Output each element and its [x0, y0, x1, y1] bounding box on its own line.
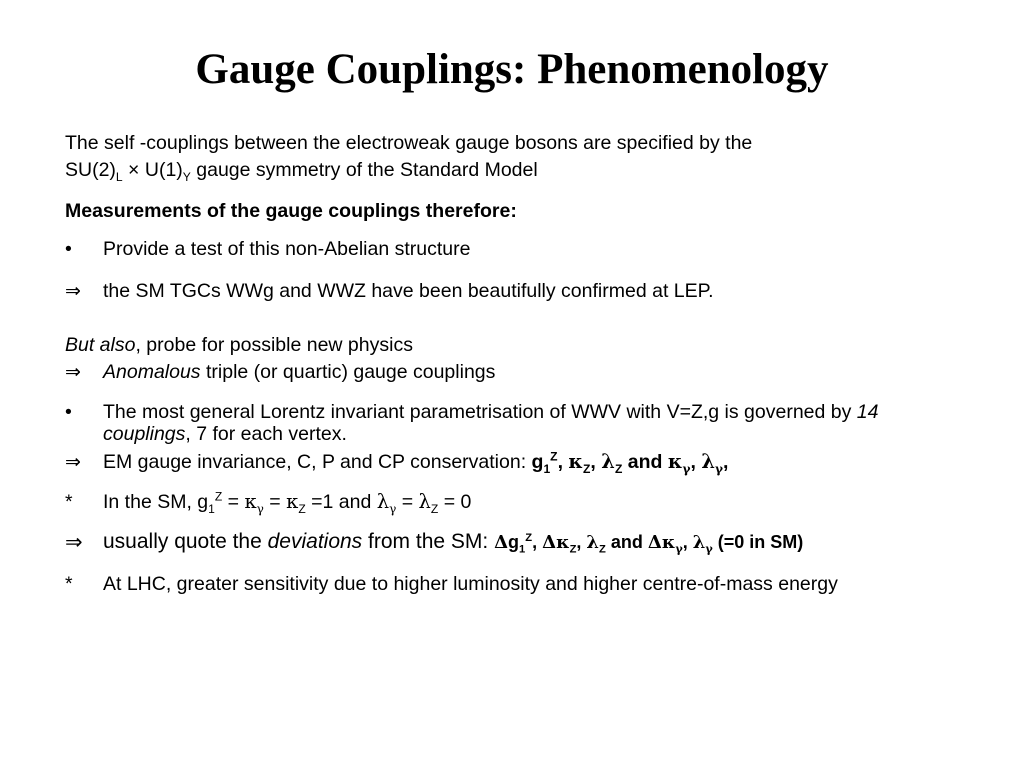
item-in-sm: In the SM, $g_1^Z = \kappa_\gamma = \kappa_Z =1$ and $\lambda_\gamma = \lambda_Z = 0$: [103, 489, 472, 516]
but-also-line: But also, probe for possible new physics: [65, 334, 413, 356]
measurements-heading: Measurements of the gauge couplings therefore:: [65, 200, 517, 222]
item-anomalous: Anomalous triple (or quartic) gauge couplings: [103, 361, 496, 383]
item-confirmed: the SM TGCs WWg and WWZ have been beautifully confirmed at LEP.: [103, 280, 714, 302]
item-lorentz-line-1: The most general Lorentz invariant parametrisation of WWV with V=Z,g is governed by 14: [103, 401, 879, 423]
implies-arrow-icon: ⇒: [65, 530, 83, 554]
implies-arrow-icon: ⇒: [65, 361, 81, 383]
implies-arrow-icon: ⇒: [65, 280, 81, 302]
star-marker: *: [65, 491, 73, 513]
item-lhc: At LHC, greater sensitivity due to higher luminosity and higher centre-of-mass energy: [103, 573, 838, 595]
implies-arrow-icon: ⇒: [65, 451, 81, 473]
intro-line-2: $SU(2)_L \times U(1)_Y$ gauge symmetry of the Standard Model: [65, 159, 538, 184]
item-lorentz-line-2: couplings, 7 for each vertex.: [103, 423, 347, 445]
item-usually-quote: usually quote the deviations from the SM: $\Delta g_1^Z$, $\Delta\kappa_Z$, $\lambda_Z$ and $\Delta\kappa_\gamma$, $\lambda_\gamma$ (=0 in SM): [103, 530, 804, 556]
item-em-gauge: EM gauge invariance, C, P and CP conservation: $g_1^Z$, $\kappa_Z$, $\lambda_Z$ and $\kappa_\gamma$, $\lambda_\gamma$,: [103, 449, 729, 476]
bullet-marker: •: [65, 238, 72, 260]
item-test: Provide a test of this non-Abelian structure: [103, 238, 471, 260]
intro-line-1: The self -couplings between the electroweak gauge bosons are specified by the: [65, 132, 753, 154]
bullet-marker: •: [65, 401, 72, 423]
slide-title: Gauge Couplings: Phenomenology: [195, 46, 829, 93]
star-marker: *: [65, 573, 73, 595]
